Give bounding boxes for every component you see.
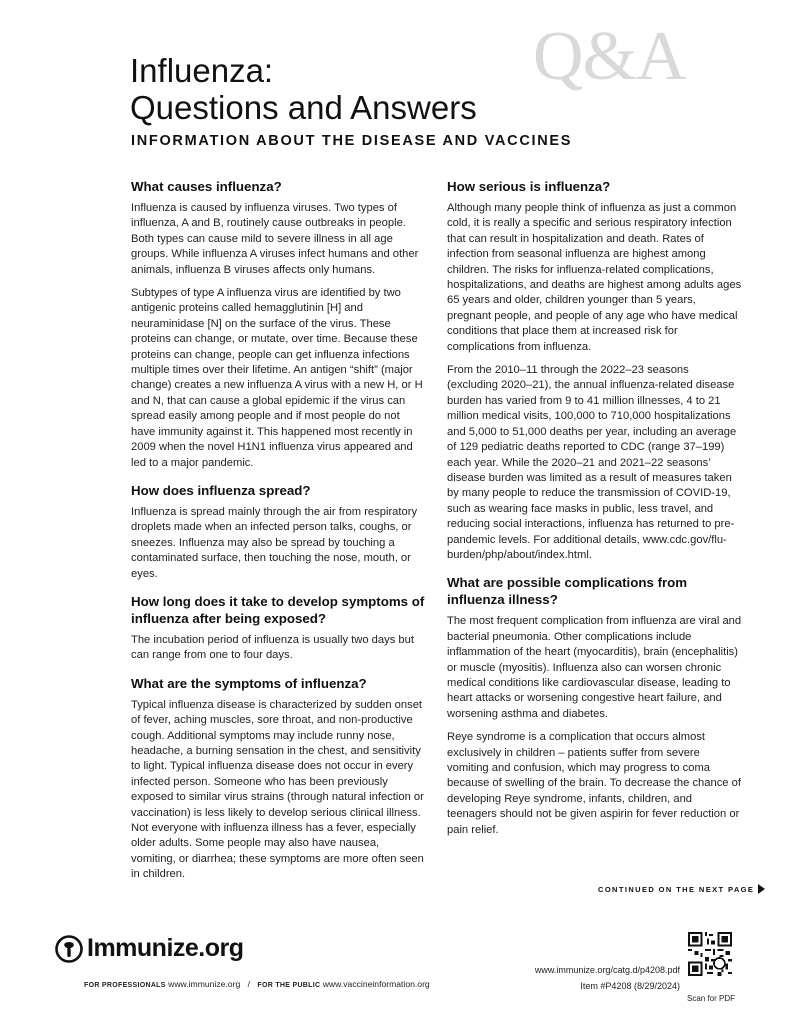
section-heading: How long does it take to develop symptoms of influenza after being exposed? — [131, 593, 425, 626]
section-paragraph: Influenza is spread mainly through the air from respiratory droplets made when an infected person talks, coughs, or sneezes. Influenza may also be spread by touching a contaminated surface, then touching the nose, mouth, or eyes. — [131, 505, 418, 580]
section-paragraph: Reye syndrome is a complication that occurs almost exclusively in children – patients suffer from severe vomiting and confusion, which may progress to coma because of swelling of the brain. To decrease the chance of developing Reye syndrome, infants, children, and teenagers should not be given aspirin for fever reduction or pain relief. — [447, 731, 741, 836]
scan-label: Scan for PDF — [687, 994, 736, 1003]
qr-code-icon[interactable] — [688, 932, 732, 976]
public-label: FOR THE PUBLIC — [257, 982, 321, 989]
section-heading: What causes influenza? — [131, 179, 282, 194]
section-paragraph: The incubation period of influenza is usually two days but can range from one to four days. — [131, 633, 414, 662]
section-paragraph: Subtypes of type A influenza virus are identified by two antigenic proteins called hemagglutinin [H] and neuraminidase [N] on the surface of the virus. These proteins can change, or mutate, over time. Because these proteins can change, people can get influenza infections multiple times over their lifetime. An antigen “shift” (major change) creates a new influenza A virus with a new H, or H and N, that can cause a global epidemic if the virus can spread easily among people and if most people do not have immunity against it. This happened most recently in 2009 when the novel H1N1 influenza virus appeared and led to a major pandemic. — [131, 287, 423, 469]
pro-label: FOR PROFESSIONALS — [84, 982, 166, 989]
section-paragraph: Typical influenza disease is characterized by sudden onset of fever, aching muscles, sore throat, and non-productive cough. Additional symptoms may include runny nose, headache, a burning sensation in the chest, and sensitivity to light. Typical influenza disease does not occur in every infected person. Someone who has been previously exposed to similar virus strains (through natural infection or vaccination) is less likely to develop serious clinical illness. Not everyone with influenza illness has a fever, especially older adults. Some people may also have nausea, vomiting, or diarrhea; these symptoms are more often seen in children. — [131, 698, 424, 881]
item-number: Item #P4208 (8/29/2024) — [580, 981, 680, 991]
section-seriousness — [447, 178, 742, 563]
logo-wordmark: Immunize.org — [87, 934, 244, 962]
section-spread — [131, 482, 426, 582]
triangle-right-icon — [758, 884, 765, 894]
footer-separator: / — [247, 979, 251, 989]
section-heading: What are possible complications from influenza illness? — [447, 575, 688, 608]
section-complications — [447, 574, 742, 838]
footer-links — [84, 979, 430, 989]
section-heading: How serious is influenza? — [447, 179, 611, 194]
qa-watermark: Q&A — [533, 18, 686, 95]
title-line-1: Influenza: — [130, 52, 274, 89]
pro-link[interactable]: www.immunize.org — [168, 979, 241, 989]
right-column — [447, 178, 742, 849]
public-link[interactable]: www.vaccineinformation.org — [322, 979, 430, 989]
continued-next-page — [598, 884, 765, 894]
document-info — [535, 962, 680, 994]
section-causes — [131, 178, 426, 471]
page-subtitle: INFORMATION ABOUT THE DISEASE AND VACCINES — [131, 133, 573, 149]
section-symptoms — [131, 675, 426, 883]
continued-label: CONTINUED ON THE NEXT PAGE — [598, 885, 755, 894]
section-incubation — [131, 593, 426, 664]
section-paragraph: From the 2010–11 through the 2022–23 seasons (excluding 2020–21), the annual influenza-related disease burden has varied from 9 to 41 million illnesses, 4 to 21 million medical visits, 100,000 to 710,000 hospitalizations and 5,000 to 51,000 deaths per year, including an average of 129 pediatric deaths reported to CDC (range 37–199) each year. While the 2020–21 and 2021–22 seasons’ disease burden was limited as a result of measures taken by many people to reduce the transmission of COVID-19, such as wearing face masks in public, less travel, and reducing social interactions, influenza has returned to pre-pandemic levels. For additional details, www.cdc.gov/flu-burden/php/about/index.html. — [447, 364, 737, 561]
section-paragraph: The most frequent complication from influenza are viral and bacterial pneumonia. Other complications include inflammation of the heart (myocarditis), brain (encephalitis) or muscle (myositis). Influenza also can worsen chronic medical conditions like cardiovascular disease, leading to heart attacks or worsening congestive heart failure, and worsening asthma and diabetes. — [447, 615, 742, 720]
page-title — [130, 52, 550, 126]
immunize-logo[interactable] — [55, 934, 244, 963]
doc-url-link[interactable]: www.immunize.org/catg.d/p4208.pdf — [534, 965, 680, 975]
section-heading: What are the symptoms of influenza? — [131, 675, 367, 691]
title-line-2: Questions and Answers — [130, 89, 477, 126]
section-paragraph: Influenza is caused by influenza viruses. Two types of influenza, A and B, routinely cause outbreaks in people. Both types can cause mild to severe illness in all age groups. While influenza A viruses infect humans and other animals, influenza B viruses affects only humans. — [131, 202, 419, 276]
left-column — [131, 178, 426, 894]
section-paragraph: Although many people think of influenza as just a common cold, it is really a specific and serious respiratory infection that can result in hospitalization and death. Rates of infection from seasonal influenza are highest among children. The risks for influenza-related complications, hospitalizations, and deaths are highest among adults ages 65 years and older, children younger than 5 years, pregnant people, and people of any age who have medical conditions that place them at increased risk for complications from influenza. — [447, 202, 742, 353]
immunize-logo-icon — [55, 935, 83, 963]
section-heading: How does influenza spread? — [131, 482, 311, 498]
